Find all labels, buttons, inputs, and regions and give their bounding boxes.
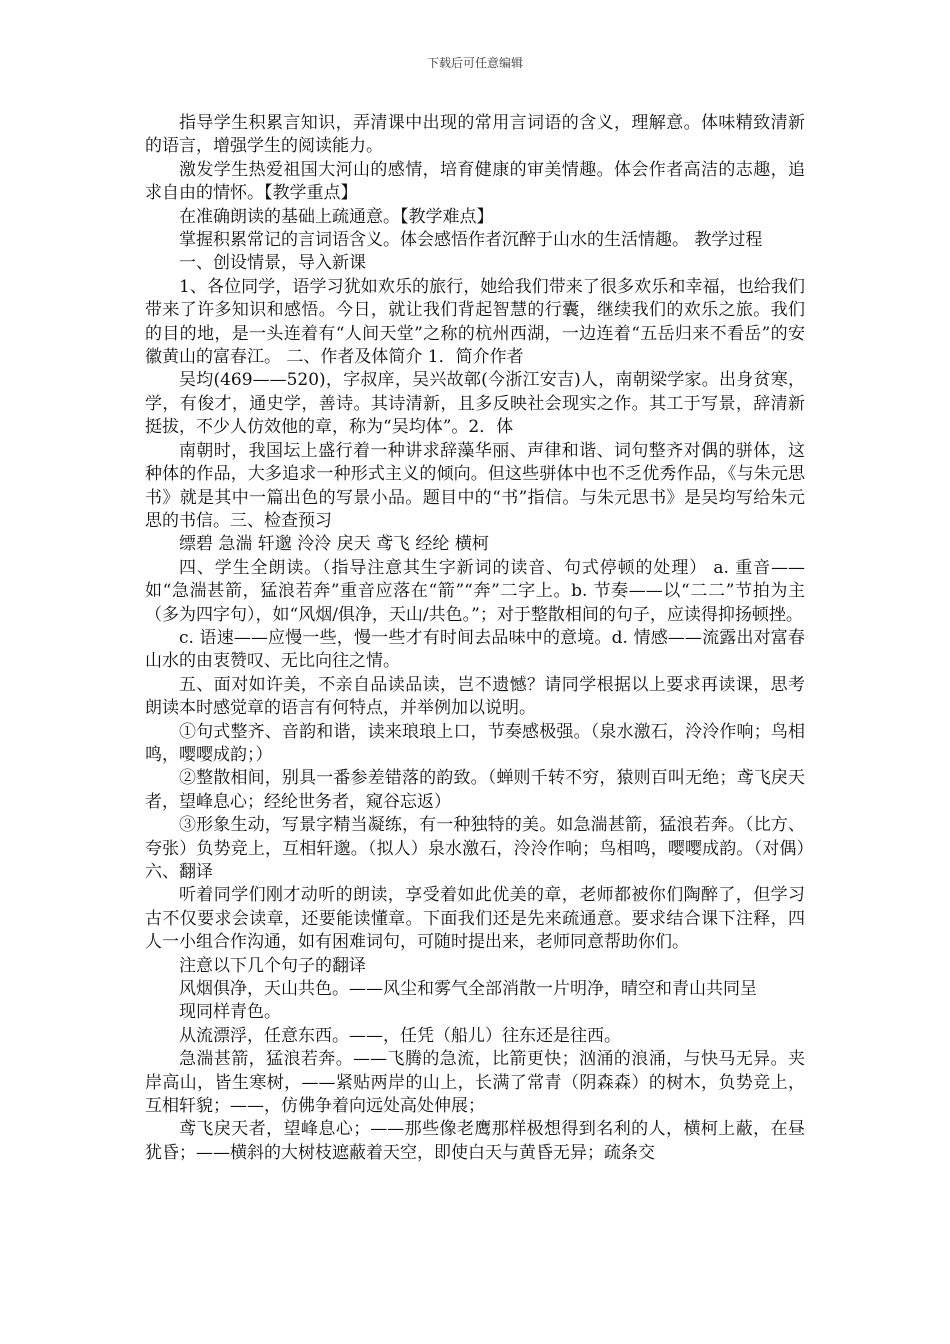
- paragraph: 听着同学们刚才动听的朗读，享受着如此优美的章，老师都被你们陶醉了，但学习古不仅要求会读章，还要能读懂章。下面我们还是先来疏通意。要求结合课下注释，四人一小组合作沟通，如有困难词句，可随时提出来，老师同意帮助你们。: [145, 885, 805, 953]
- paragraph: 吴均(469——520)，字叔庠，吴兴故鄣(今浙江安吉)人，南朝梁学家。出身贫寒，学，有俊才，通史学，善诗。其诗清新，且多反映社会现实之作。其工于写景，辞清新挺拔，不少人仿效他的章，称为“吴均体”。2．体: [145, 370, 805, 438]
- paragraph: 指导学生积累言知识，弄清课中出现的常用言词语的含义，理解意。体味精致清新的语言，增强学生的阅读能力。: [145, 113, 805, 157]
- paragraph: 从流漂浮，任意东西。——，任凭（船儿）往东还是往西。: [179, 1025, 621, 1046]
- paragraph: 四、学生全朗读。（指导注意其生字新词的读音、句式停顿的处理） a. 重音——如“急湍甚箭，猛浪若奔”重音应落在“箭”“奔”二字上。b. 节奏——以“二二”节拍为主（多为四字句），如“风烟/俱净，天山/共色。”；对于整散相间的句子，应读得抑扬顿挫。: [145, 557, 805, 625]
- paragraph: c. 语速——应慢一些，慢一些才有时间去品味中的意境。d. 情感——流露出对富春山水的由衷赞叹、无比向往之情。: [145, 627, 805, 672]
- vocabulary-line: 缥碧 急湍 轩邈 泠泠 戾天 鸢飞 经纶 横柯: [179, 534, 489, 555]
- paragraph: 激发学生热爱祖国大河山的感情，培育健康的审美情趣。体会作者高洁的志趣，追求自由的情怀。【教学重点】: [145, 159, 805, 204]
- paragraph: 掌握积累常记的言词语含义。体会感悟作者沉醉于山水的生活情趣。 教学过程: [179, 230, 763, 251]
- paragraph: 现同样青色。: [179, 1002, 281, 1023]
- paragraph: ①句式整齐、音韵和谐，读来琅琅上口，节奏感极强。（泉水激石，泠泠作响；鸟相鸣，嘤嘤成韵；）: [145, 721, 805, 765]
- paragraph: ②整散相间，别具一番参差错落的韵致。（蝉则千转不穷，猿则百叫无绝；鸢飞戾天者，望峰息心；经纶世务者，窥谷忘返）: [145, 768, 805, 812]
- page-header: 下载后可任意编辑: [426, 56, 523, 70]
- paragraph: 急湍甚箭，猛浪若奔。——飞腾的急流，比箭更快；汹涌的浪涌，与快马无异。夹岸高山，皆生寒树，——紧贴两岸的山上，长满了常青（阴森森）的树木，负势竞上，互相轩貌；——，仿佛争着向远处高处伸展；: [145, 1049, 805, 1117]
- paragraph: ③形象生动，写景字精当凝练，有一种独特的美。如急湍甚箭，猛浪若奔。（比方、夸张）负势竞上，互相轩邈。（拟人）泉水激石，泠泠作响；鸟相鸣，嘤嘤成韵。（对偶）六、翻译: [145, 815, 805, 882]
- paragraph: 五、面对如许美，不亲自品读品读，岂不遗憾？请同学根据以上要求再读课，思考朗读本时感觉章的语言有何特点，并举例加以说明。: [145, 674, 805, 719]
- section-heading: 一、创设情景，导入新课: [179, 253, 366, 274]
- paragraph: 风烟俱净，天山共色。——风尘和雾气全部消散一片明净，晴空和青山共同呈: [179, 979, 757, 1000]
- paragraph: 南朝时，我国坛上盛行着一种讲求辞藻华丽、声律和谐、词句整齐对偶的骈体，这种体的作品，大多追求一种形式主义的倾向。但这些骈体中也不乏优秀作品，《与朱元思书》就是其中一篇出色的写景小品。题目中的“书”指信。与朱元思书》是吴均写给朱元思的书信。三、检查预习: [145, 440, 805, 531]
- paragraph: 1、各位同学，语学习犹如欢乐的旅行，她给我们带来了很多欢乐和幸福，也给我们带来了许多知识和感悟。今日，就让我们背起智慧的行囊，继续我们的欢乐之旅。我们的目的地，是一头连着有“人间天堂”之称的杭州西湖，一边连着“五岳归来不看岳”的安徽黄山的富春江。 二、作者及体简介 1．简介作者: [145, 276, 805, 368]
- paragraph: 鸢飞戾天者，望峰息心；——那些像老鹰那样极想得到名利的人，横柯上蔽，在昼犹昏；——横斜的大树枝遮蔽着天空，即使白天与黄昏无异；疏条交: [145, 1119, 805, 1163]
- paragraph: 注意以下几个句子的翻译: [179, 955, 366, 976]
- document-body: [145, 112, 805, 1165]
- paragraph: 在准确朗读的基础上疏通意。【教学难点】: [179, 206, 494, 227]
